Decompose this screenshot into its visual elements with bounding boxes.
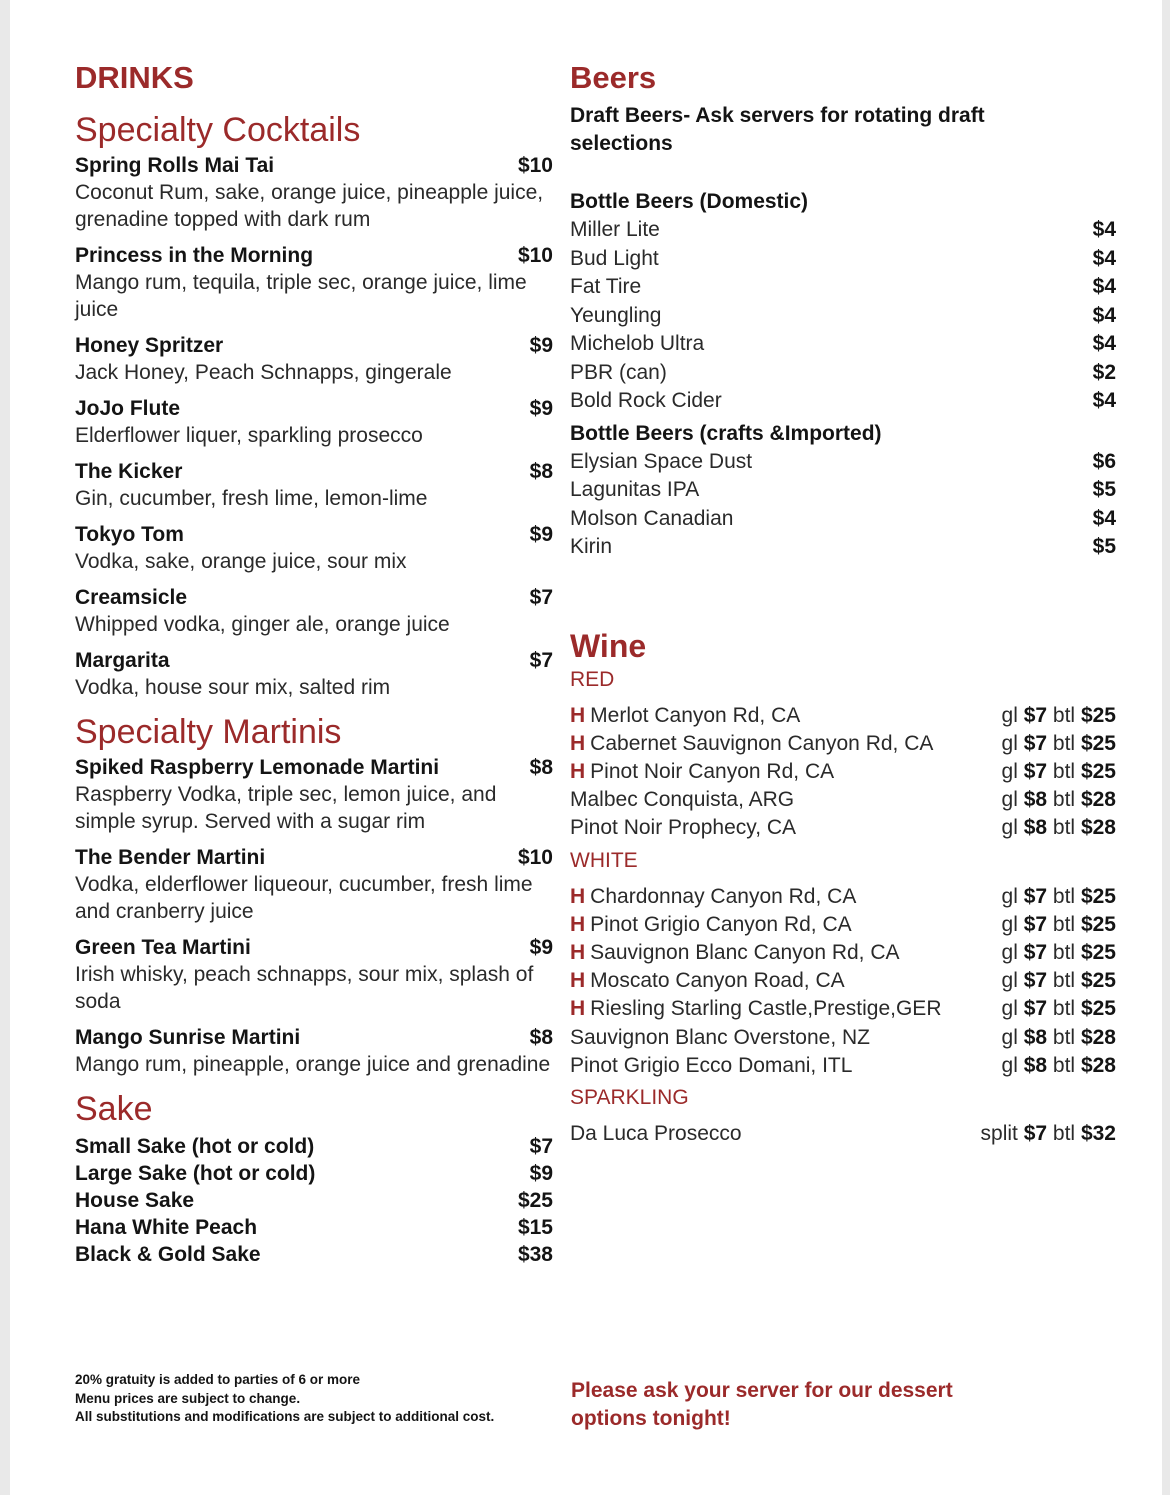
beer-item [570, 273, 1116, 302]
wine-item [570, 967, 1116, 995]
wine-bottle-price-label: btl [1052, 884, 1076, 908]
wine-bottle-price: $28 [1080, 1053, 1116, 1077]
wine-item [570, 758, 1116, 786]
house-wine-mark: H [570, 731, 586, 755]
menu-item [75, 754, 553, 835]
beer-item [570, 448, 1116, 477]
wine-item-prices [1002, 883, 1116, 911]
cocktail-list [75, 152, 553, 701]
sake-item-name: Black & Gold Sake [75, 1243, 261, 1266]
menu-item-price: $10 [517, 846, 553, 869]
wine-first-price-label: gl [1001, 759, 1018, 783]
footnote-line: All substitutions and modifications are subject to additional cost. [75, 1409, 495, 1424]
wine-bottle-price: $25 [1080, 703, 1116, 727]
menu-item-price: $9 [529, 397, 553, 420]
wine-item-name: Cabernet Sauvignon Canyon Rd, CA [590, 731, 934, 755]
beer-wine-column [570, 58, 1116, 1148]
menu-item-header [75, 934, 553, 961]
menu-item [75, 458, 553, 512]
menu-item-name: JoJo Flute [75, 397, 181, 420]
wine-first-price: $7 [1023, 703, 1048, 727]
menu-item-name: Margarita [75, 649, 170, 672]
menu-item [75, 934, 553, 1015]
wine-bottle-price: $25 [1080, 759, 1116, 783]
wine-item [570, 995, 1116, 1023]
wine-item-label [570, 786, 794, 814]
menu-item-description: Vodka, elderflower liqueour, cucumber, fresh lime and cranberry juice [75, 873, 533, 923]
wine-item-name: Sauvignon Blanc Overstone, NZ [570, 1025, 870, 1049]
wine-first-price: $8 [1023, 788, 1048, 812]
domestic-beer-list [570, 216, 1116, 416]
menu-item-description: Irish whisky, peach schnapps, sour mix, splash of soda [75, 963, 534, 1013]
dessert-note: Please ask your server for our dessert options tonight! [571, 1379, 953, 1430]
menu-item-description: Vodka, house sour mix, salted rim [75, 676, 391, 699]
menu-item-description: Whipped vodka, ginger ale, orange juice [75, 613, 450, 636]
menu-item-name: Mango Sunrise Martini [75, 1026, 301, 1049]
wine-item [570, 1120, 1116, 1148]
beers-heading: Beers [570, 60, 657, 95]
wine-first-price-label: gl [1001, 788, 1018, 812]
wine-item-prices [1002, 939, 1116, 967]
wine-item-prices [1002, 1024, 1116, 1052]
wine-first-price: $7 [1023, 969, 1048, 993]
menu-item-name: Spiked Raspberry Lemonade Martini [75, 756, 440, 779]
wine-first-price: $7 [1023, 997, 1048, 1021]
wine-first-price: $7 [1023, 940, 1048, 964]
wine-bottle-price-label: btl [1052, 788, 1076, 812]
wine-item-label [570, 1052, 852, 1080]
wine-bottle-price: $28 [1080, 1025, 1116, 1049]
wine-item-name: Pinot Grigio Canyon Rd, CA [590, 912, 852, 936]
cocktails-heading: Specialty Cocktails [75, 111, 361, 149]
sake-item-price: $9 [529, 1162, 553, 1185]
sake-item [75, 1214, 553, 1241]
martini-list [75, 754, 553, 1078]
white-wine-heading: WHITE [570, 848, 638, 872]
wine-first-price-label: gl [1001, 703, 1018, 727]
red-wine-heading: RED [570, 667, 615, 691]
menu-item [75, 152, 553, 233]
beer-item [570, 387, 1116, 416]
menu-item-header [75, 152, 553, 179]
wine-bottle-price-label: btl [1052, 997, 1076, 1021]
beer-item-price: $4 [1092, 246, 1116, 270]
sake-item-price: $7 [529, 1135, 553, 1158]
wine-first-price: $7 [1023, 759, 1048, 783]
menu-item-name: Creamsicle [75, 586, 188, 609]
wine-first-price-label: gl [1001, 997, 1018, 1021]
menu-item-price: $8 [529, 756, 553, 779]
menu-item-name: Green Tea Martini [75, 936, 251, 959]
menu-item-header [75, 584, 553, 611]
beer-item-price: $4 [1092, 332, 1116, 355]
wine-item-label [570, 995, 941, 1023]
beer-item [570, 302, 1116, 331]
imported-beers-heading: Bottle Beers (crafts &Imported) [570, 421, 882, 445]
beer-item-price: $6 [1092, 449, 1116, 473]
menu-item-name: Spring Rolls Mai Tai [75, 154, 275, 177]
beer-item-name: Michelob Ultra [570, 332, 705, 355]
menu-item-price: $10 [517, 244, 553, 267]
wine-item [570, 730, 1116, 758]
wine-item-label [570, 1024, 870, 1052]
sake-item-name: House Sake [75, 1189, 195, 1212]
wine-item-prices [1002, 967, 1116, 995]
wine-item-label [570, 883, 856, 911]
wine-first-price-label: gl [1001, 912, 1018, 936]
wine-heading: Wine [570, 627, 647, 664]
menu-item-name: The Bender Martini [75, 846, 266, 869]
menu-item-description: Mango rum, pineapple, orange juice and grenadine [75, 1053, 551, 1076]
menu-item-price: $10 [517, 154, 553, 177]
beer-item-price: $2 [1092, 360, 1116, 384]
wine-bottle-price: $25 [1080, 969, 1116, 993]
menu-item-header [75, 647, 553, 674]
martinis-heading: Specialty Martinis [75, 713, 342, 751]
wine-item [570, 939, 1116, 967]
wine-bottle-price: $28 [1080, 788, 1116, 812]
menu-item-price: $7 [529, 649, 553, 672]
wine-item-name: Pinot Grigio Ecco Domani, ITL [570, 1053, 853, 1077]
wine-first-price: $7 [1023, 912, 1048, 936]
wine-item [570, 1052, 1116, 1080]
house-wine-mark: H [570, 969, 586, 993]
wine-first-price-label: gl [1001, 1053, 1018, 1077]
wine-first-price: $8 [1023, 1053, 1048, 1077]
menu-item-header [75, 332, 553, 359]
wine-bottle-price: $32 [1080, 1121, 1116, 1145]
beer-item [570, 216, 1116, 245]
wine-first-price-label: gl [1001, 731, 1018, 755]
wine-first-price: $8 [1023, 816, 1048, 840]
menu-item-header [75, 395, 553, 422]
beer-item-price: $4 [1092, 275, 1116, 298]
wine-bottle-price-label: btl [1052, 1025, 1076, 1049]
house-wine-mark: H [570, 884, 586, 908]
menu-item-name: Tokyo Tom [75, 523, 184, 546]
wine-item-name: Sauvignon Blanc Canyon Rd, CA [590, 940, 900, 964]
wine-item-label [570, 730, 933, 758]
beer-item [570, 359, 1116, 388]
sake-list [75, 1133, 553, 1268]
wine-item-prices [1002, 911, 1116, 939]
menu-item-name: Honey Spritzer [75, 334, 224, 357]
menu-item-price: $8 [529, 1026, 553, 1049]
sake-heading: Sake [75, 1090, 153, 1128]
beer-item [570, 245, 1116, 274]
menu-item-price: $8 [529, 460, 553, 483]
wine-item-name: Merlot Canyon Rd, CA [590, 703, 801, 727]
beer-item [570, 330, 1116, 359]
drinks-heading: DRINKS [75, 60, 194, 95]
beer-item-price: $4 [1092, 389, 1116, 412]
wine-item [570, 814, 1116, 842]
sake-item-name: Hana White Peach [75, 1216, 258, 1239]
wine-bottle-price: $25 [1080, 940, 1116, 964]
wine-bottle-price-label: btl [1052, 1053, 1076, 1077]
menu-item-header [75, 458, 553, 485]
menu-item-description: Vodka, sake, orange juice, sour mix [75, 550, 407, 573]
beer-item-name: Molson Canadian [570, 506, 734, 530]
beer-item-name: Bud Light [570, 246, 659, 270]
menu-item-price: $9 [529, 523, 553, 546]
menu-item [75, 584, 553, 638]
beer-item [570, 505, 1116, 534]
footnote-line: 20% gratuity is added to parties of 6 or more [75, 1372, 361, 1387]
house-wine-mark: H [570, 703, 586, 727]
wine-item-label [570, 939, 900, 967]
sparkling-wine-list [570, 1120, 1116, 1148]
wine-item-name: Riesling Starling Castle,Prestige,GER [590, 997, 942, 1021]
wine-bottle-price: $25 [1080, 731, 1116, 755]
wine-item-label [570, 911, 852, 939]
wine-bottle-price-label: btl [1052, 731, 1076, 755]
footnote-line: Menu prices are subject to change. [75, 1390, 301, 1406]
wine-first-price: $7 [1023, 731, 1048, 755]
menu-item-name: The Kicker [75, 460, 183, 483]
wine-item-prices [1002, 1052, 1116, 1080]
beer-item-name: Bold Rock Cider [570, 389, 722, 412]
wine-item-prices [1002, 786, 1116, 814]
house-wine-mark: H [570, 940, 586, 964]
wine-first-price: $7 [1023, 884, 1048, 908]
wine-item-prices [1002, 814, 1116, 842]
sparkling-wine-heading: SPARKLING [570, 1085, 689, 1109]
wine-item-label [570, 814, 796, 842]
wine-item-name: Malbec Conquista, ARG [570, 788, 795, 812]
house-wine-mark: H [570, 759, 586, 783]
beer-item-price: $4 [1092, 303, 1116, 327]
menu-item-description: Gin, cucumber, fresh lime, lemon-lime [75, 487, 428, 510]
menu-item-header [75, 754, 553, 781]
menu-item [75, 332, 553, 386]
wine-bottle-price: $28 [1080, 816, 1116, 840]
wine-item-label [570, 702, 800, 730]
sake-item-price: $15 [517, 1216, 553, 1239]
white-wine-list [570, 883, 1116, 1080]
footnotes [75, 1371, 494, 1427]
wine-bottle-price: $25 [1080, 884, 1116, 908]
beer-item-name: Elysian Space Dust [570, 449, 753, 473]
domestic-beers-heading: Bottle Beers (Domestic) [570, 190, 809, 213]
wine-first-price-label: gl [1001, 1025, 1018, 1049]
red-wine-list [570, 702, 1116, 843]
menu-item-header [75, 1024, 553, 1051]
wine-item [570, 883, 1116, 911]
wine-first-price-label: split [980, 1121, 1018, 1145]
wine-item-label [570, 758, 834, 786]
menu-item-price: $7 [529, 586, 553, 609]
menu-item-description: Mango rum, tequila, triple sec, orange juice, lime juice [75, 271, 527, 321]
sake-item-price: $25 [517, 1189, 553, 1212]
menu-item-header [75, 242, 553, 269]
wine-bottle-price-label: btl [1052, 759, 1076, 783]
menu-item [75, 1024, 553, 1078]
menu-item-price: $9 [529, 334, 553, 357]
beer-item-name: Yeungling [570, 303, 662, 327]
wine-item-prices [1002, 730, 1116, 758]
menu-item [75, 647, 553, 701]
beer-item-name: Kirin [570, 535, 613, 558]
wine-bottle-price-label: btl [1052, 816, 1076, 840]
beer-item-price: $5 [1092, 478, 1116, 501]
beer-item-price: $4 [1092, 218, 1116, 241]
beer-item-price: $4 [1092, 506, 1116, 530]
wine-item-name: Chardonnay Canyon Rd, CA [590, 884, 857, 908]
menu-item-description: Elderflower liquer, sparkling prosecco [75, 424, 423, 447]
wine-item [570, 1024, 1116, 1052]
beer-item-name: PBR (can) [570, 360, 667, 384]
menu-item-header [75, 844, 553, 871]
wine-bottle-price-label: btl [1052, 969, 1076, 993]
wine-first-price: $7 [1023, 1121, 1048, 1145]
wine-item [570, 911, 1116, 939]
wine-item-name: Pinot Noir Canyon Rd, CA [590, 759, 835, 783]
wine-item-label [570, 1120, 742, 1148]
sake-item-name: Small Sake (hot or cold) [75, 1135, 315, 1158]
wine-bottle-price-label: btl [1052, 940, 1076, 964]
sake-item [75, 1160, 553, 1187]
wine-first-price-label: gl [1001, 884, 1018, 908]
menu-item-price: $9 [529, 936, 553, 959]
beer-item-name: Lagunitas IPA [570, 478, 700, 501]
wine-item [570, 702, 1116, 730]
sake-item [75, 1133, 553, 1160]
menu-item [75, 395, 553, 449]
beer-item [570, 533, 1116, 562]
menu-item-description: Raspberry Vodka, triple sec, lemon juice, and simple syrup. Served with a sugar rim [75, 783, 497, 833]
wine-item-name: Da Luca Prosecco [570, 1121, 742, 1145]
wine-item-label [570, 967, 845, 995]
imported-beer-list [570, 448, 1116, 562]
wine-bottle-price-label: btl [1052, 703, 1076, 727]
menu-item-header [75, 521, 553, 548]
wine-first-price-label: gl [1001, 969, 1018, 993]
wine-bottle-price: $25 [1080, 912, 1116, 936]
sake-item-name: Large Sake (hot or cold) [75, 1162, 316, 1185]
menu-item [75, 521, 553, 575]
menu-item [75, 844, 553, 925]
wine-first-price-label: gl [1001, 940, 1018, 964]
wine-bottle-price-label: btl [1052, 912, 1076, 936]
sake-item [75, 1241, 553, 1268]
wine-bottle-price: $25 [1080, 997, 1116, 1021]
wine-item-name: Pinot Noir Prophecy, CA [570, 816, 797, 840]
wine-first-price: $8 [1023, 1025, 1048, 1049]
menu-item-description: Coconut Rum, sake, orange juice, pineapple juice, grenadine topped with dark rum [75, 181, 544, 231]
beer-item-name: Miller Lite [570, 218, 660, 241]
house-wine-mark: H [570, 997, 586, 1021]
drinks-column [75, 58, 553, 1268]
beer-item [570, 476, 1116, 505]
wine-item-prices [981, 1120, 1116, 1148]
wine-item-name: Moscato Canyon Road, CA [590, 969, 845, 993]
wine-first-price-label: gl [1001, 816, 1018, 840]
wine-item-prices [1002, 758, 1116, 786]
house-wine-mark: H [570, 912, 586, 936]
wine-item [570, 786, 1116, 814]
beer-item-price: $5 [1092, 535, 1116, 558]
menu-item-name: Princess in the Morning [75, 244, 314, 267]
sake-item [75, 1187, 553, 1214]
beer-item-name: Fat Tire [570, 275, 642, 298]
draft-beer-note: Draft Beers- Ask servers for rotating draft selections [570, 104, 985, 155]
menu-item-description: Jack Honey, Peach Schnapps, gingerale [75, 361, 452, 384]
sake-item-price: $38 [517, 1243, 553, 1266]
menu-item [75, 242, 553, 323]
wine-bottle-price-label: btl [1052, 1121, 1076, 1145]
wine-item-prices [1002, 702, 1116, 730]
wine-item-prices [1002, 995, 1116, 1023]
